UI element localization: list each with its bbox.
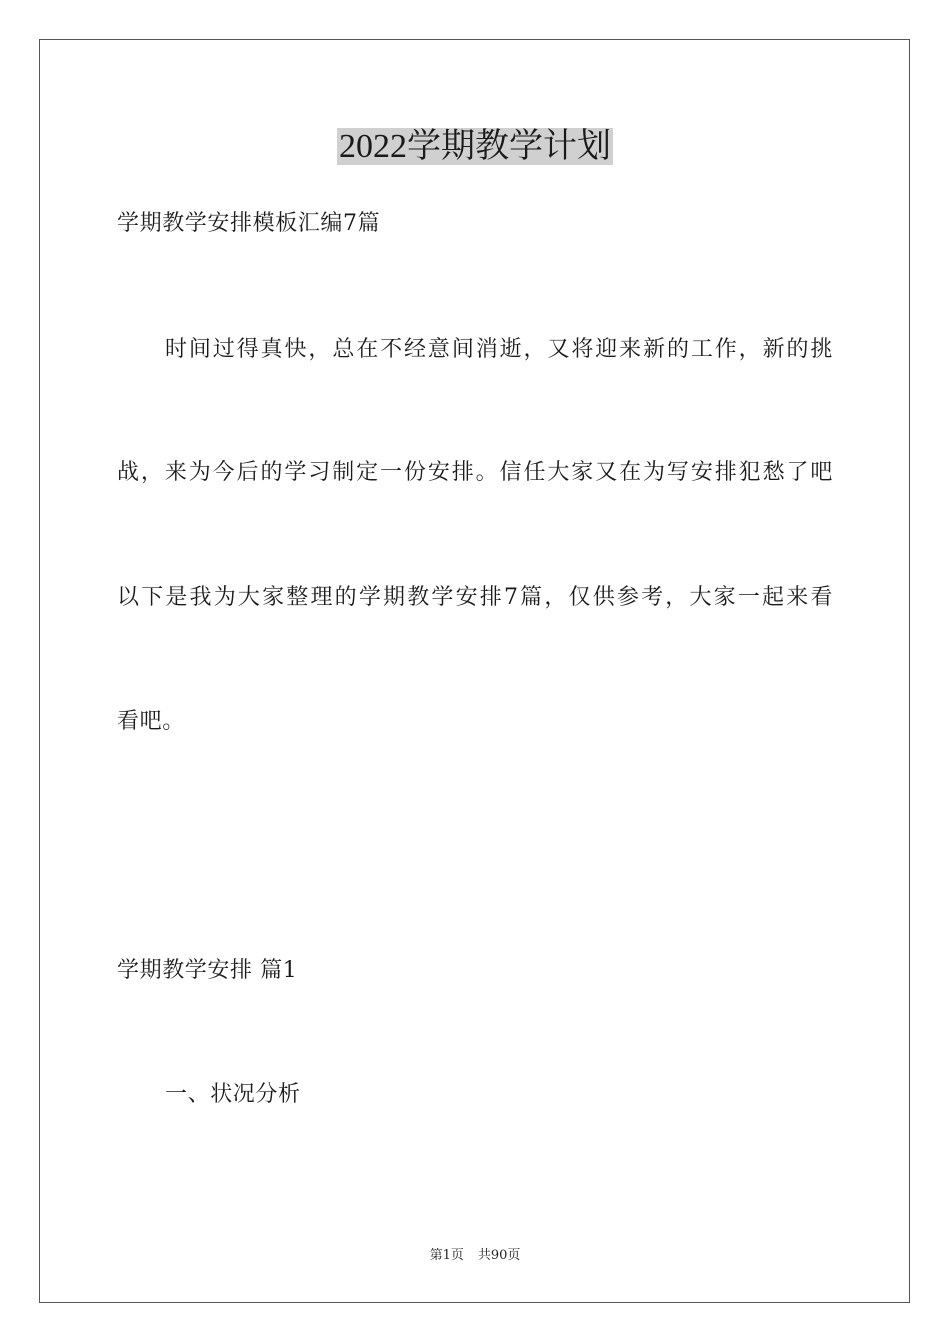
intro-line-4: 看吧。 — [117, 709, 185, 734]
page-footer — [0, 1247, 950, 1265]
document-subtitle: 学期教学安排模板汇编7篇 — [117, 211, 381, 236]
document-title — [0, 127, 950, 167]
intro-line-1: 时间过得真快，总在不经意间消逝，又将迎来新的工作，新的挑 — [165, 337, 833, 362]
page-number: 第1页 — [429, 1248, 464, 1263]
document-title-text: 2022学期教学计划 — [339, 128, 611, 165]
section-heading: 学期教学安排 篇1 — [117, 958, 298, 983]
subsection-heading: 一、状况分析 — [165, 1082, 301, 1107]
intro-line-3: 以下是我为大家整理的学期教学安排7篇，仅供参考，大家一起来看 — [117, 585, 833, 610]
page-total: 共90页 — [477, 1248, 521, 1263]
intro-line-2: 战，来为今后的学习制定一份安排。信任大家又在为写安排犯愁了吧 — [117, 460, 833, 485]
